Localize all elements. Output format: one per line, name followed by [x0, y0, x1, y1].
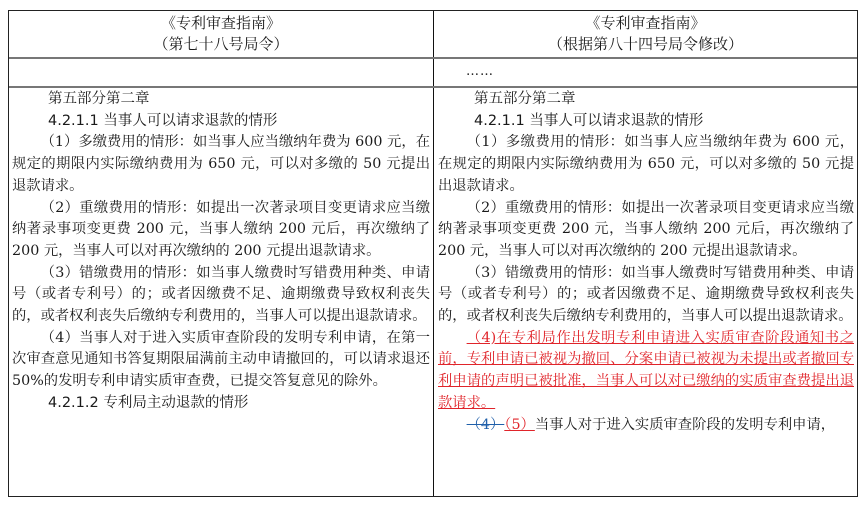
clause-item-5-text: 当事人对于进入实质审查阶段的发明专利申请， [534, 416, 836, 433]
clause-item-3: （3）错缴费用的情形：如当事人缴费时写错费用种类、申请号（或者专利号）的；或者因缴费不足、逾期缴费导致权利丧失的，或者权利丧失后缴纳专利费用的，当事人可以提出退款请求。 [12, 264, 430, 325]
section-heading: 4.2.1.1 当事人可以请求退款的情形 [48, 112, 278, 129]
clause-item-1: （1）多缴费用的情形：如当事人应当缴纳年费为 600 元，在规定的期限内实际缴纳费用为 650 元，可以对多缴的 50 元提出退款请求。 [12, 134, 430, 194]
chapter-heading: 第五部分第二章 [48, 91, 150, 107]
section-heading: 4.2.1.1 当事人可以请求退款的情形 [474, 112, 704, 129]
right-header-subtitle: （根据第八十四号局令修改） [547, 35, 743, 53]
deleted-item-number: （4） [466, 416, 505, 433]
inserted-item-number: （5） [504, 416, 535, 433]
right-column-header [434, 11, 857, 57]
right-column-body [438, 89, 854, 436]
clause-item-2: （2）重缴费用的情形：如提出一次著录项目变更请求应当缴纳著录事项变更费 200 元，当事人缴纳 200 元后，再次缴纳了 200 元，当事人可以对再次缴纳的 200 元提出退款请求。 [438, 199, 854, 259]
right-ellipsis: …… [466, 64, 494, 79]
column-divider [433, 11, 434, 496]
chapter-heading: 第五部分第二章 [474, 91, 576, 107]
clause-item-5 [438, 415, 854, 437]
ellipsis-row-divider [9, 86, 857, 88]
inserted-clause-item-4: （4)在专利局作出发明专利申请进入实质审查阶段通知书之前，专利申请已被视为撤回、分案申请已被视为未提出或者撤回专利申请的声明已被批准，当事人可以对已缴纳的实质审查费提出退款请求。 [438, 329, 854, 411]
header-row-divider [9, 57, 857, 59]
clause-item-4: （4）当事人对于进入实质审查阶段的发明专利申请，在第一次审查意见通知书答复期限届满前主动申请撤回的，可以请求退还 50%的发明专利申请实质审查费，已提交答复意见的除外。 [12, 329, 430, 390]
right-header-title: 《专利审查指南》 [585, 14, 706, 32]
left-column-body [12, 89, 430, 415]
left-column-header [9, 11, 433, 57]
clause-item-3: （3）错缴费用的情形：如当事人缴费时写错费用种类、申请号（或者专利号）的；或者因缴费不足、逾期缴费导致权利丧失的，或者权利丧失后缴纳专利费用的，当事人可以提出退款请求。 [438, 264, 854, 325]
clause-item-2: （2）重缴费用的情形：如提出一次著录项目变更请求应当缴纳著录事项变更费 200 元，当事人缴纳 200 元后，再次缴纳了 200 元，当事人可以对再次缴纳的 200 元提出退款请求。 [12, 199, 430, 259]
clause-item-1: （1）多缴费用的情形：如当事人应当缴纳年费为 600 元，在规定的期限内实际缴纳费用为 650 元，可以对多缴的 50 元提出退款请求。 [438, 134, 854, 194]
left-header-title: 《专利审查指南》 [160, 14, 281, 32]
left-header-subtitle: （第七十八号局令） [153, 35, 289, 53]
next-section-heading: 4.2.1.2 专利局主动退款的情形 [48, 394, 249, 411]
